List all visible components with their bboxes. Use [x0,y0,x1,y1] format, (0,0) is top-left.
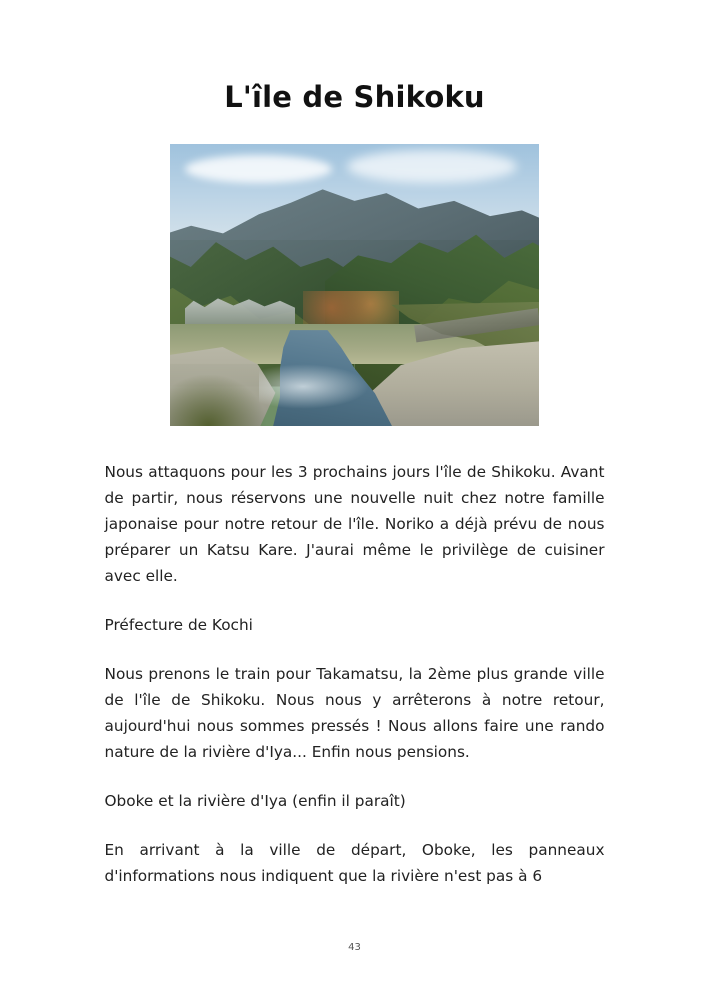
photo-foreground-shrub [170,375,266,426]
paragraph-takamatsu: Nous prenons le train pour Takamatsu, la 2ème plus grande ville de l'île de Shikoku. Nous nous y arrêterons à notre retour, aujourd'hui nous sommes pressés ! Nous allons faire une rando nature de la rivière d'Iya... Enfin nous pensions. [104,665,605,761]
page-number: 43 [348,942,361,953]
subheading-kochi: Préfecture de Kochi [104,616,253,634]
page-title: L'île de Shikoku [224,80,485,114]
photo-autumn-foliage [303,291,399,325]
paragraph-oboke: En arrivant à la ville de départ, Oboke, les panneaux d'informations nous indiquent que la rivière n'est pas à 6 [104,841,605,885]
paragraph-intro: Nous attaquons pour les 3 prochains jours l'île de Shikoku. Avant de partir, nous réservons une nouvelle nuit chez notre famille japonaise pour notre retour de l'île. Noriko a déjà prévu de nous préparer un Katsu Kare. J'aurai même le privilège de cuisiner avec elle. [104,463,605,585]
photo-cloud [347,150,517,184]
photo-image [170,144,539,426]
subheading-oboke: Oboke et la rivière d'Iya (enfin il paraît) [104,792,406,810]
photo-river-rapids [259,364,370,409]
figure-river-valley-photo [170,144,539,426]
body-text [105,426,605,889]
